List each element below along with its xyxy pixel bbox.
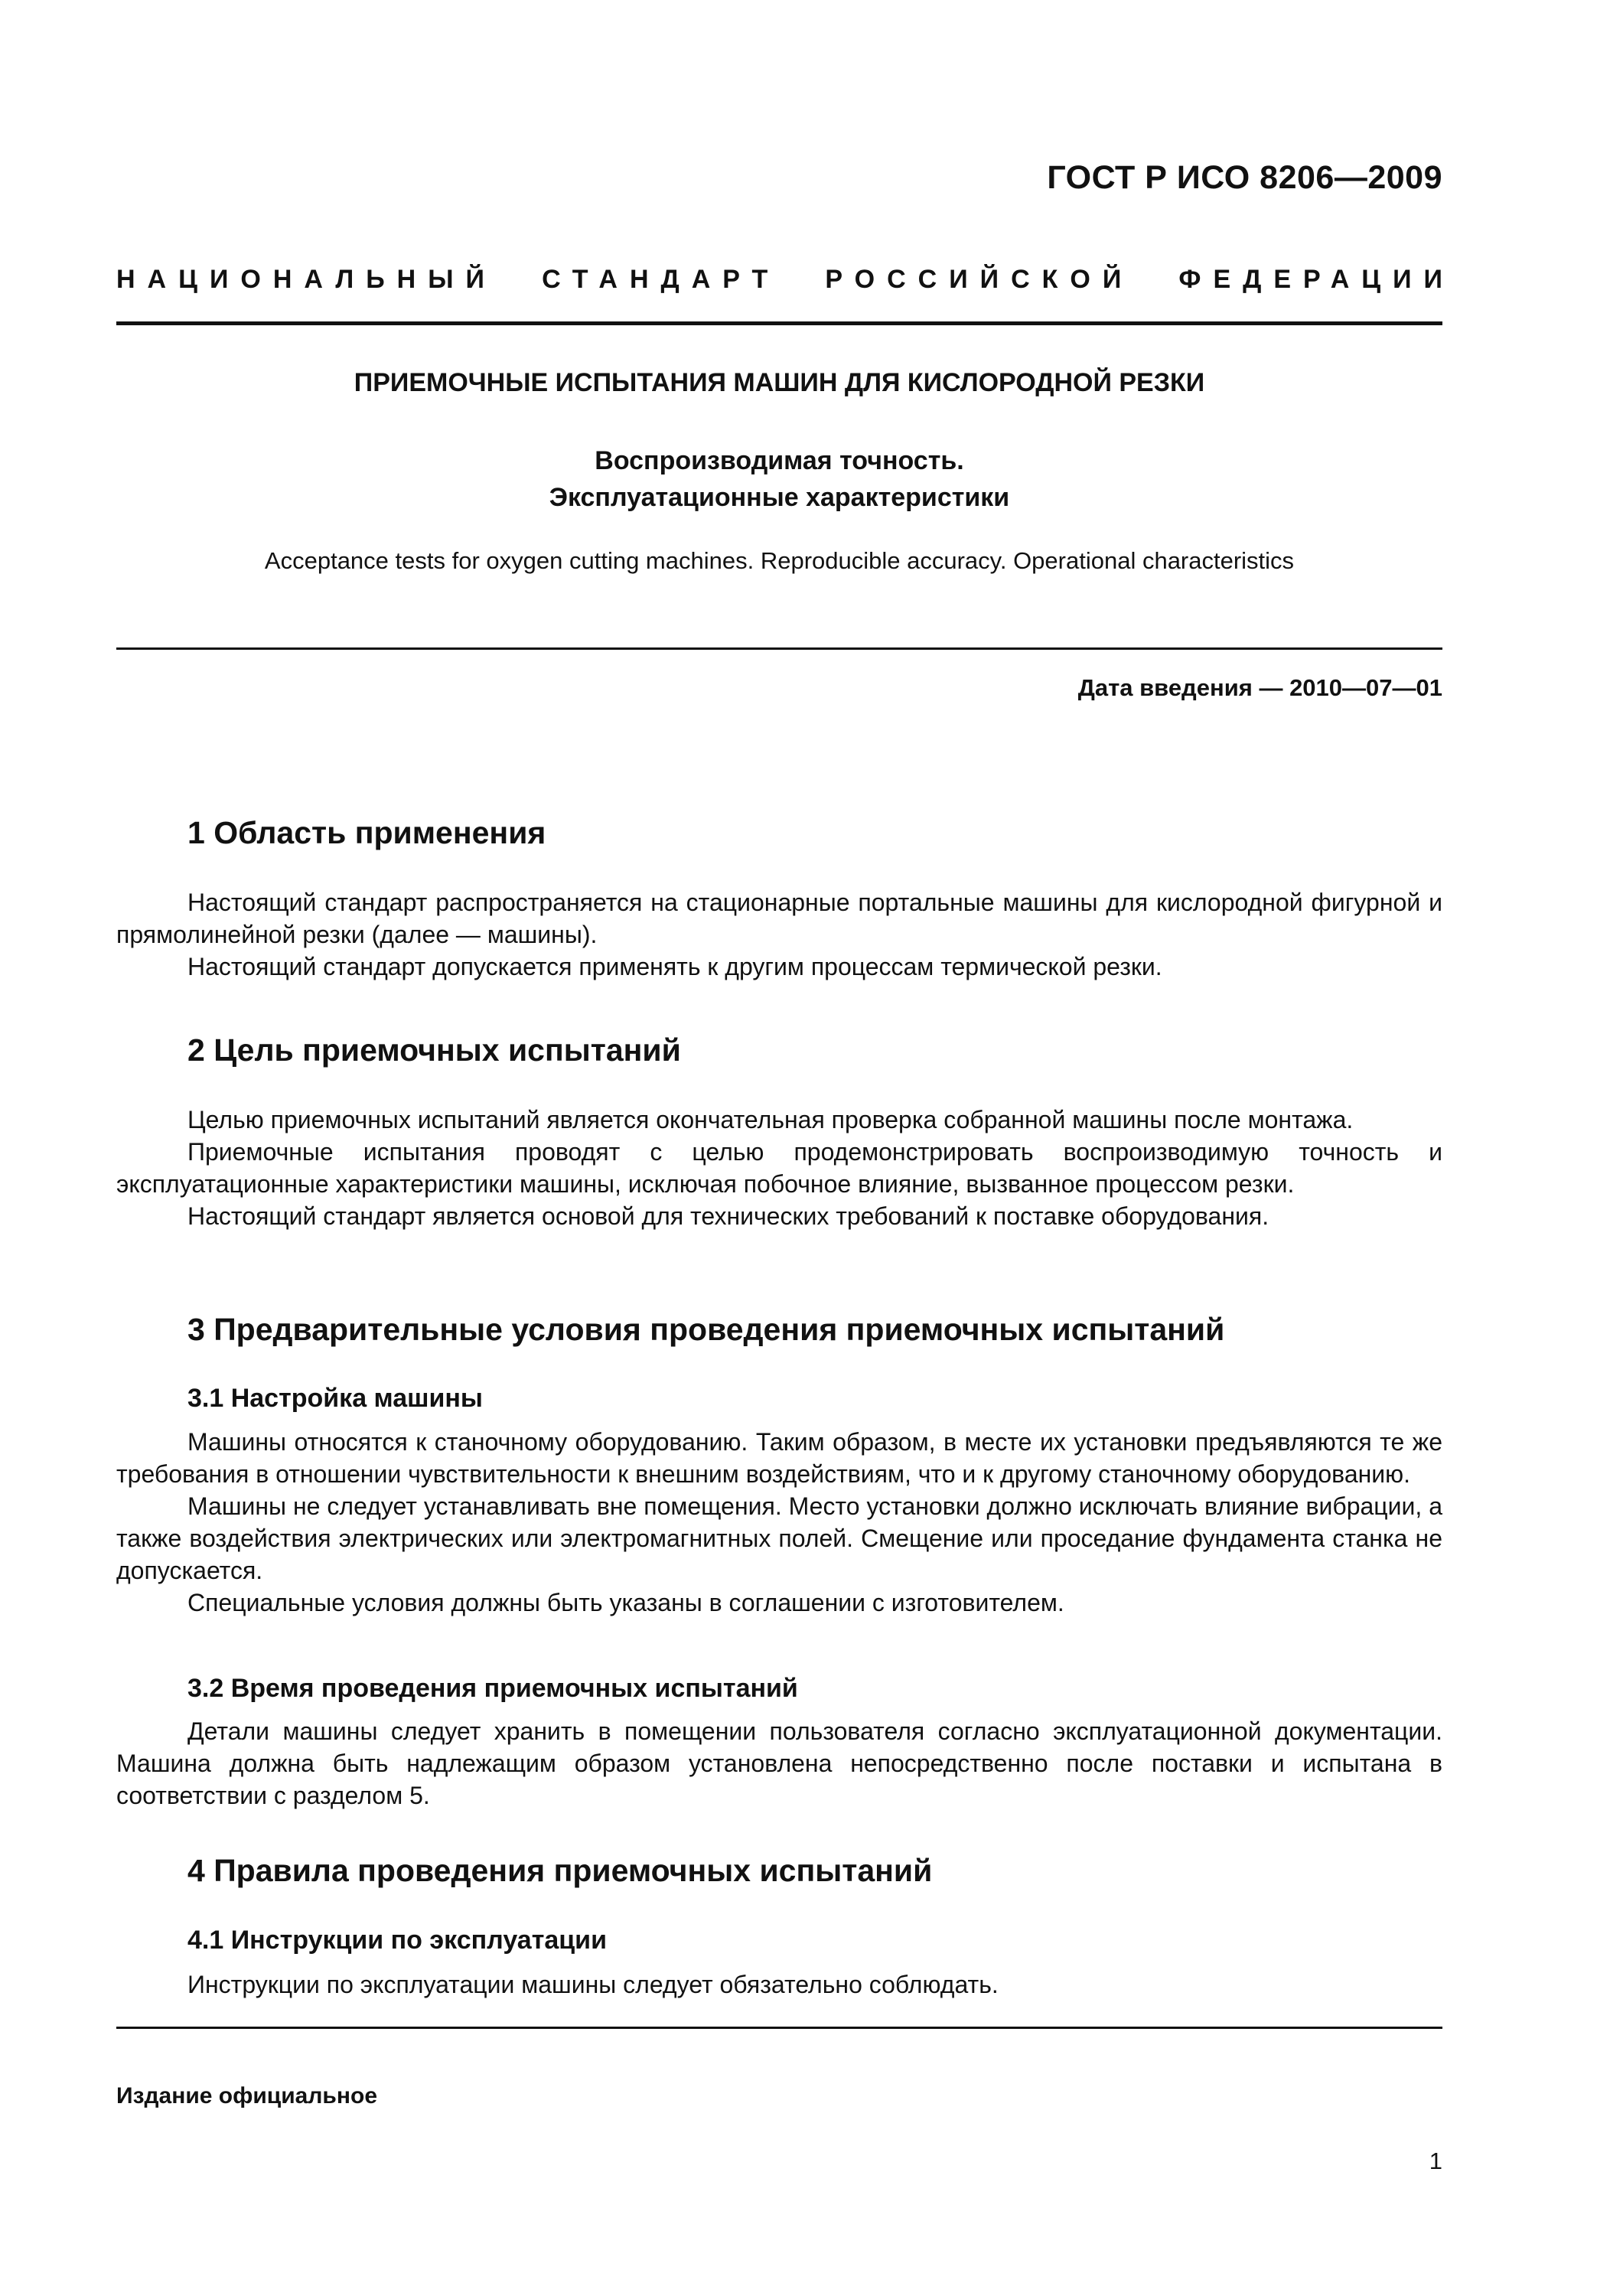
section-4-heading: 4 Правила проведения приемочных испытаний — [187, 1853, 933, 1888]
section-2-body — [116, 1104, 1442, 1232]
paragraph: Настоящий стандарт допускается применять к другим процессам термической резки. — [187, 953, 1162, 980]
national-standard-line — [116, 265, 1455, 295]
page-number: 1 — [1429, 2148, 1442, 2174]
paragraph: Машины относятся к станочному оборудованию. Таким образом, в месте их установки предъявляются те же требования в отношении чувствительности к внешним воздействиям, что и к другому станочному оборудованию. — [116, 1428, 1442, 1488]
section-1-heading: 1 Область применения — [187, 815, 546, 850]
national-word: НАЦИОНАЛЬНЫЙ — [116, 265, 497, 294]
subsection-4-1-heading: 4.1 Инструкции по эксплуатации — [187, 1926, 607, 1955]
paragraph: Машины не следует устанавливать вне помещения. Место установки должно исключать влияние вибрации, а также воздействия электрических или электромагнитных полей. Смещение или проседание фундамента станка не допускается. — [116, 1492, 1442, 1584]
section-2-heading: 2 Цель приемочных испытаний — [187, 1032, 681, 1068]
subsection-3-1-heading: 3.1 Настройка машины — [187, 1384, 483, 1413]
subsection-3-2-body — [116, 1715, 1442, 1812]
subsection-3-1-body — [116, 1426, 1442, 1619]
document-title: ПРИЕМОЧНЫЕ ИСПЫТАНИЯ МАШИН ДЛЯ КИСЛОРОДНОЙ РЕЗКИ — [354, 368, 1205, 397]
document-id: ГОСТ Р ИСО 8206—2009 — [1047, 159, 1442, 196]
national-word: СТАНДАРТ — [542, 265, 781, 294]
paragraph: Инструкции по эксплуатации машины следует обязательно соблюдать. — [187, 1971, 999, 1998]
subsection-4-1-body — [116, 1968, 1442, 2001]
section-1-body — [116, 886, 1442, 983]
document-subtitle — [116, 442, 1442, 516]
paragraph: Настоящий стандарт распространяется на стационарные портальные машины для кислородной фигурной и прямолинейной резки (далее — машины). — [116, 889, 1442, 948]
official-edition-label: Издание официальное — [116, 2083, 378, 2108]
introduction-date: Дата введения — 2010—07—01 — [1077, 674, 1442, 701]
subtitle-line-2: Эксплуатационные характеристики — [549, 483, 1010, 512]
title-rule — [116, 647, 1442, 650]
section-3-heading: 3 Предварительные условия проведения приемочных испытаний — [187, 1312, 1225, 1347]
paragraph: Целью приемочных испытаний является окончательная проверка собранной машины после монтажа. — [187, 1106, 1354, 1133]
subsection-3-2-heading: 3.2 Время проведения приемочных испытаний — [187, 1674, 798, 1703]
national-word: ФЕДЕРАЦИИ — [1178, 265, 1455, 294]
paragraph: Детали машины следует хранить в помещении пользователя согласно эксплуатационной документации. Машина должна быть надлежащим образом установлена непосредственно после поставки и испытана в соответствии с разделом 5. — [116, 1717, 1442, 1809]
paragraph: Настоящий стандарт является основой для технических требований к поставке оборудования. — [187, 1202, 1269, 1230]
national-word: РОССИЙСКОЙ — [825, 265, 1134, 294]
english-title: Acceptance tests for oxygen cutting machines. Reproducible accuracy. Operational characteristics — [264, 547, 1295, 574]
paragraph: Специальные условия должны быть указаны в соглашении с изготовителем. — [187, 1589, 1064, 1616]
footer-rule — [116, 2027, 1442, 2029]
subtitle-line-1: Воспроизводимая точность. — [595, 446, 964, 475]
paragraph: Приемочные испытания проводят с целью продемонстрировать воспроизводимую точность и эксплуатационные характеристики машины, исключая побочное влияние, вызванное процессом резки. — [116, 1138, 1442, 1198]
header-rule — [116, 321, 1442, 325]
